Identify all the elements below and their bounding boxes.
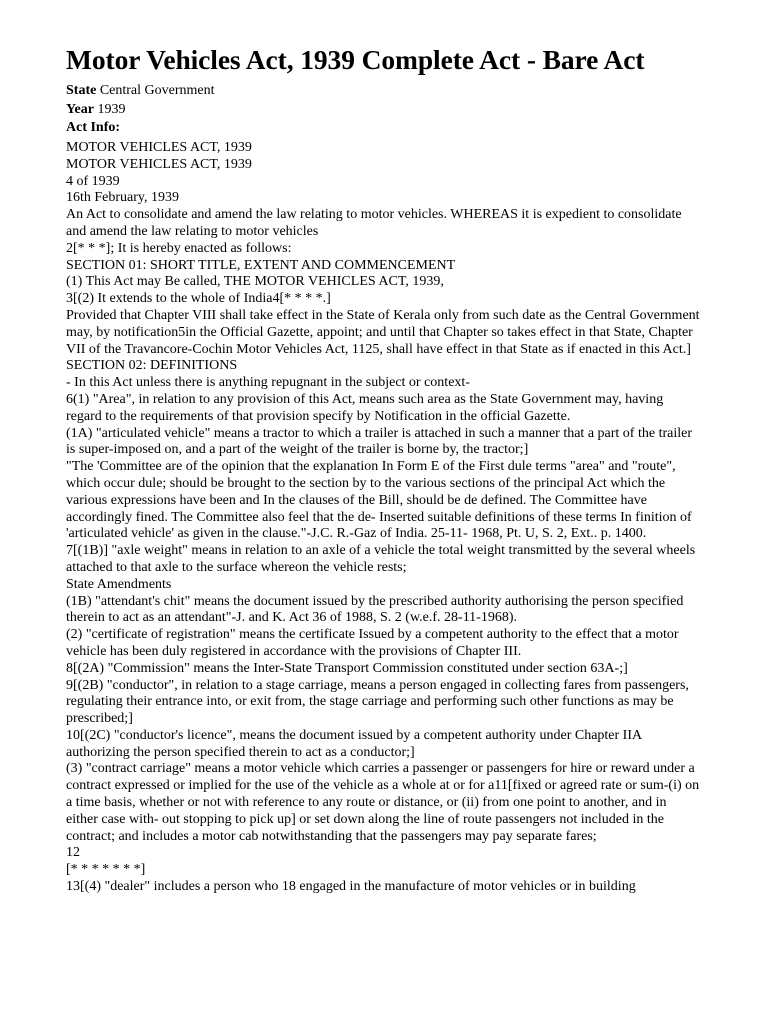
document-paragraph: 13[(4) "dealer" includes a person who 18 engaged in the manufacture of motor vehicles or in building [66, 879, 636, 895]
document-paragraph: (1B) "attendant's chit" means the document issued by the prescribed authority authorising the person specified therein to act as an attendant"-J. and K. Act 36 of 1988, S. 2 (w.e.f. 28-11-1968). [66, 593, 684, 626]
document-paragraph: - In this Act unless there is anything repugnant in the subject or context- [66, 375, 470, 391]
meta-year-key: Year [66, 101, 94, 117]
document-paragraph: (3) "contract carriage" means a motor vehicle which carries a passenger or passengers for hire or reward under a contract expressed or implied for the use of the vehicle as a whole at or for a11[fixed or agreed rate or sum-(i) on a time basis, whether or not with reference to any route or distance, or (ii) from one point to another, and in either case with- out stopping to pick up] or set down along the line of route passengers not included in the contract; and includes a motor cab notwithstanding that the passengers may pay separate fares; [66, 761, 700, 844]
document-paragraph: 4 of 1939 [66, 173, 120, 189]
document-paragraph: [* * * * * * *] [66, 862, 146, 878]
document-paragraph: MOTOR VEHICLES ACT, 1939 [66, 140, 252, 155]
document-paragraph: (1) This Act may Be called, THE MOTOR VEHICLES ACT, 1939, [66, 274, 444, 290]
document-paragraph: "The 'Committee are of the opinion that the explanation In Form E of the First dule terms "area" and "route", which occur dule; should be brought to the section by to the various sections of the principal Act which the various expressions have been and In the clauses of the Bill, should be de defined. The Committee have accordingly fined. The Committee also feel that the de- Inserted suitable definitions of these terms In finition of 'articulated vehicle' as given in the clause."-J.C. R.-Gaz of India. 25-11- 1968, Pt. U, S. 2, Ext.. p. 1400. [66, 459, 692, 542]
document-paragraph: 3[(2) It extends to the whole of India4[* * * *.] [66, 291, 331, 307]
document-paragraph: 16th February, 1939 [66, 190, 180, 206]
document-paragraph: (2) "certificate of registration" means the certificate Issued by a competent authority to the effect that a motor vehicle has been duly registered in accordance with the provisions of Chapter III. [66, 627, 679, 659]
document-paragraph: 7[(1B)] "axle weight" means in relation to an axle of a vehicle the total weight transmitted by the several wheels attached to that axle to the surface whereon the vehicle rests; [66, 543, 696, 575]
meta-state-value: Central Government [96, 83, 215, 98]
document-paragraph: 8[(2A) "Commission" means the Inter-State Transport Commission constituted under section 63A-;] [66, 660, 628, 676]
document-paragraph: SECTION 02: DEFINITIONS [66, 358, 238, 374]
meta-year [66, 101, 700, 120]
document-paragraph: SECTION 01: SHORT TITLE, EXTENT AND COMMENCEMENT [66, 257, 456, 273]
meta-state [66, 82, 700, 101]
document-paragraph: 2[* * *]; It is hereby enacted as follows: [66, 240, 292, 256]
document-paragraph: MOTOR VEHICLES ACT, 1939 [66, 156, 252, 172]
act-info-label: Act Info: [66, 120, 121, 135]
document-paragraph: State Amendments [66, 576, 172, 592]
document-paragraph: 10[(2C) "conductor's licence", means the document issued by a competent authority under Chapter IIA authorizing the person specified therein to act as a conductor;] [66, 727, 642, 760]
document-paragraph: An Act to consolidate and amend the law relating to motor vehicles. WHEREAS it is expedient to consolidate and amend the law relating to motor vehicles [66, 207, 682, 239]
document-body [66, 140, 700, 896]
document-paragraph: 6(1) "Area", in relation to any provision of this Act, means such area as the State Government may, having regard to the requirements of that provision specify by Notification in the official Gazette. [66, 391, 664, 424]
meta-year-value: 1939 [94, 101, 126, 117]
document-paragraph: (1A) "articulated vehicle" means a tractor to which a trailer is attached in such a manner that a part of the trailer is super-imposed on, and a part of the weight of the trailer is borne by, the tractor;] [66, 425, 692, 458]
document-paragraph: Provided that Chapter VIII shall take effect in the State of Kerala only from such date as the Central Government may, by notification5in the Official Gazette, appoint; and until that Chapter so takes effect in that State, Chapter VII of the Travancore-Cochin Motor Vehicles Act, 1125, shall have effect in that State as if enacted in this Act.] [66, 307, 700, 357]
document-title: Motor Vehicles Act, 1939 Complete Act - Bare Act [66, 44, 645, 75]
document-paragraph: 12 [66, 845, 80, 861]
document-paragraph: 9[(2B) "conductor", in relation to a stage carriage, means a person engaged in collecting fares from passengers, regulating their entrance into, or exit from, the stage carriage and performing such other functions as may be prescribed;] [66, 677, 689, 727]
meta-state-key: State [66, 83, 97, 98]
